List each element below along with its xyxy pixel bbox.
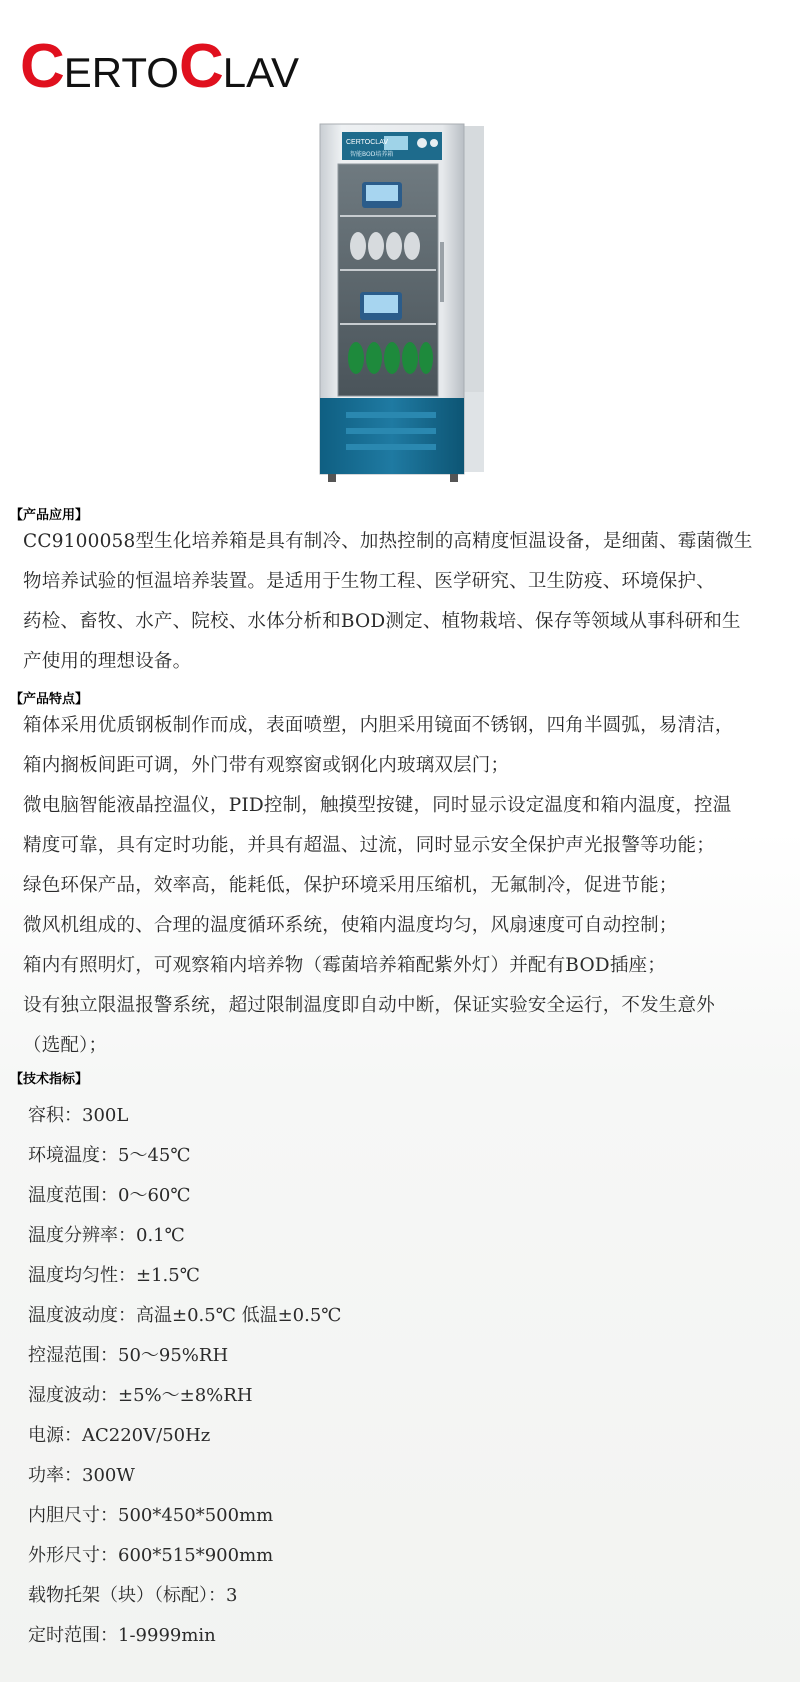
feature-line: 绿色环保产品，效率高，能耗低，保护环境采用压缩机，无氟制冷，促进节能；	[23, 875, 678, 896]
spec-item: 控湿范围：50～95%RH	[28, 1345, 229, 1366]
logo-part-lav: LAV	[222, 49, 299, 96]
application-line: 物培养试验的恒温培养装置。是适用于生物工程、医学研究、卫生防疫、环境保护、	[23, 571, 715, 592]
logo-letter-c2: C	[178, 32, 223, 101]
brand-logo	[20, 32, 299, 101]
spec-item: 外形尺寸：600*515*900mm	[28, 1545, 274, 1566]
logo-part-erto: ERTO	[63, 49, 179, 96]
application-line: CC9100058型生化培养箱是具有制冷、加热控制的高精度恒温设备，是细菌、霉菌微生	[23, 531, 753, 552]
spec-item: 定时范围：1-9999min	[28, 1625, 216, 1646]
feature-line: 箱内有照明灯，可观察箱内培养物（霉菌培养箱配紫外灯）并配有BOD插座；	[23, 955, 666, 976]
features-paragraph	[23, 706, 798, 1066]
spec-list	[28, 1096, 341, 1656]
application-line: 产使用的理想设备。	[23, 651, 192, 672]
spec-item: 温度范围：0～60℃	[28, 1185, 191, 1206]
feature-line: 箱体采用优质钢板制作而成，表面喷塑，内胆采用镜面不锈钢，四角半圆弧，易清洁，	[23, 715, 734, 736]
spec-item: 温度均匀性：±1.5℃	[28, 1265, 200, 1286]
section-title-specs: 【技术指标】	[10, 1072, 89, 1087]
spec-item: 容积：300L	[28, 1105, 129, 1126]
spec-item: 湿度波动：±5%～±8%RH	[28, 1385, 253, 1406]
spec-item: 温度分辨率：0.1℃	[28, 1225, 185, 1246]
panel-label-text: 智能BOD培养箱	[350, 151, 394, 158]
spec-item: 内胆尺寸：500*450*500mm	[28, 1505, 274, 1526]
spec-item: 电源：AC220V/50Hz	[28, 1425, 211, 1446]
spec-item: 温度波动度：高温±0.5℃ 低温±0.5℃	[28, 1305, 342, 1326]
spec-item: 载物托架（块）（标配）：3	[28, 1585, 238, 1606]
feature-line: 微风机组成的、合理的温度循环系统，使箱内温度均匀，风扇速度可自动控制；	[23, 915, 678, 936]
feature-line: （选配）；	[23, 1035, 108, 1056]
feature-line: 精度可靠，具有定时功能，并具有超温、过流，同时显示安全保护声光报警等功能；	[23, 835, 715, 856]
spec-item: 功率：300W	[28, 1465, 135, 1486]
panel-brand-text: CERTOCLAV	[346, 139, 389, 146]
feature-line: 微电脑智能液晶控温仪，PID控制，触摸型按键，同时显示设定温度和箱内温度，控温	[23, 795, 732, 816]
section-title-application: 【产品应用】	[10, 508, 89, 523]
application-paragraph	[23, 522, 798, 682]
logo-letter-c1: C	[20, 32, 64, 101]
feature-line: 设有独立限温报警系统，超过限制温度即自动中断，保证实验安全运行，不发生意外	[23, 995, 715, 1016]
incubator-product-image	[312, 122, 502, 502]
application-line: 药检、畜牧、水产、院校、水体分析和BOD测定、植物栽培、保存等领域从事科研和生	[23, 611, 741, 632]
spec-item: 环境温度：5～45℃	[28, 1145, 191, 1166]
feature-line: 箱内搁板间距可调，外门带有观察窗或钢化内玻璃双层门；	[23, 755, 510, 776]
section-title-features: 【产品特点】	[10, 692, 89, 707]
